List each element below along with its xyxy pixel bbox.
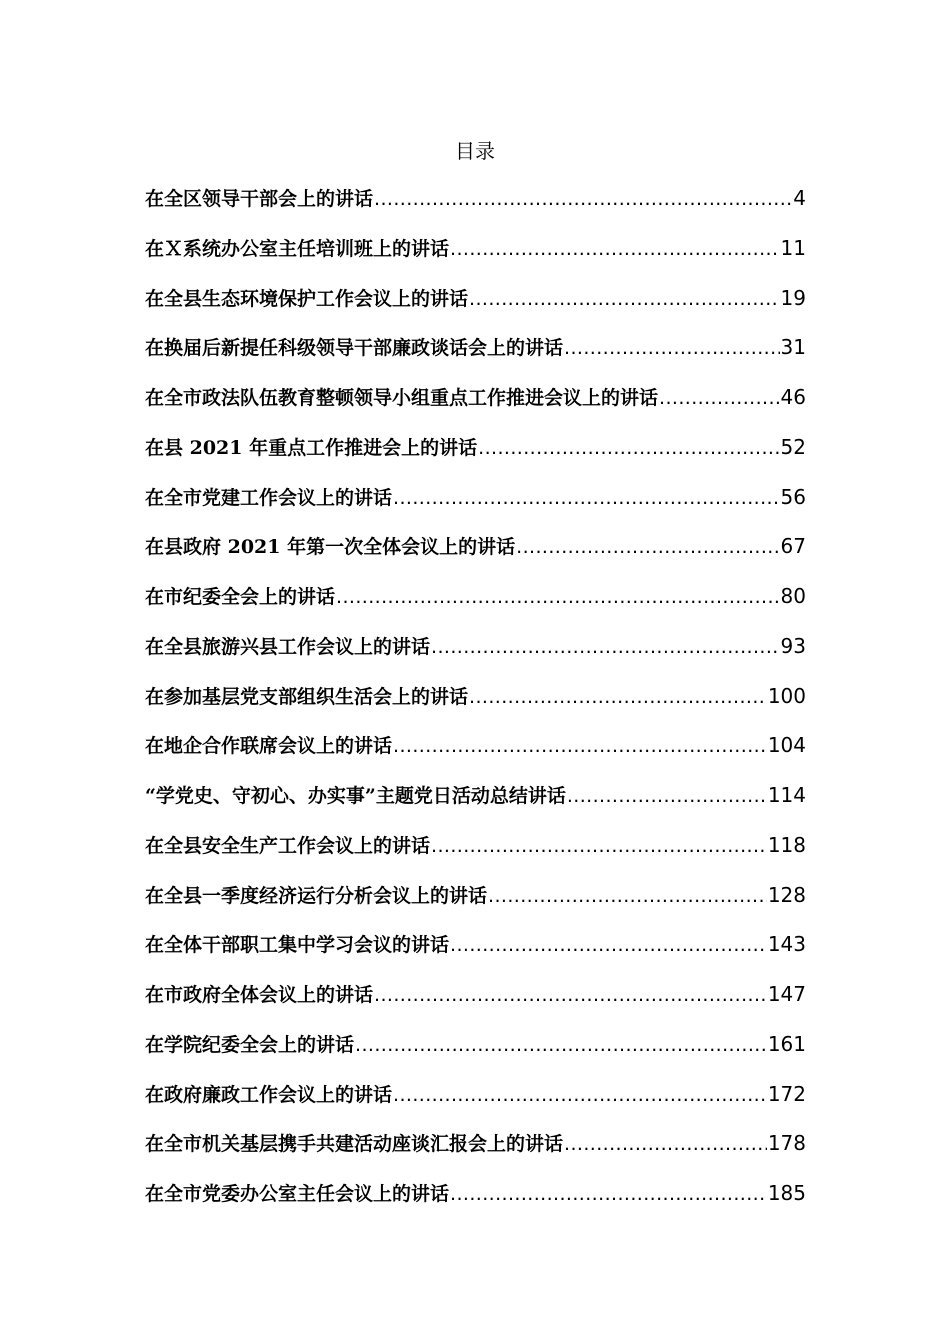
toc-dot-leader <box>567 780 767 812</box>
toc-entry-page: 100 <box>767 683 806 708</box>
toc-entry-page: 52 <box>780 434 806 459</box>
toc-entry-page: 46 <box>780 385 806 409</box>
toc-entry[interactable] <box>145 331 806 381</box>
toc-entry-title: 在地企合作联席会议上的讲话 <box>145 735 393 758</box>
toc-dot-leader <box>478 432 779 464</box>
toc-dot-leader <box>488 880 767 912</box>
toc-dot-leader <box>450 233 780 265</box>
toc-entry-page: 118 <box>767 832 806 857</box>
toc-entry[interactable] <box>145 779 806 829</box>
toc-entry-title: 在市纪委全会上的讲话 <box>145 586 336 608</box>
toc-entry-page: 19 <box>780 285 806 310</box>
toc-entry[interactable] <box>145 182 806 232</box>
toc-dot-leader <box>469 681 767 713</box>
toc-dot-leader <box>355 1029 767 1061</box>
toc-entry-title: 在县政府 2021 年第一次全体会议上的讲话 <box>145 536 516 559</box>
toc-entry-title: 在全县安全生产工作会议上的讲话 <box>145 834 431 857</box>
toc-entry-title: 在全市政法队伍教育整顿领导小组重点工作推进会议上的讲话 <box>145 387 659 409</box>
toc-dot-leader <box>564 332 780 364</box>
toc-entry-page: 178 <box>767 1131 806 1156</box>
toc-dot-leader <box>450 1178 767 1210</box>
toc-dot-leader <box>431 830 767 862</box>
toc-dot-leader <box>393 730 767 762</box>
toc-entry[interactable] <box>145 1028 806 1078</box>
toc-entry[interactable] <box>145 1177 806 1227</box>
toc-dot-leader <box>374 183 792 215</box>
toc-entry-page: 104 <box>767 733 806 758</box>
toc-entry-page: 147 <box>767 982 806 1006</box>
toc-entry-title: “学党史、守初心、办实事”主题党日活动总结讲话 <box>145 785 566 807</box>
toc-dot-leader <box>469 283 780 315</box>
toc-dot-leader <box>374 979 767 1011</box>
toc-entry-title: 在县 2021 年重点工作推进会上的讲话 <box>145 436 478 459</box>
toc-entry[interactable] <box>145 381 806 431</box>
toc-title: 目录 <box>455 139 495 163</box>
toc-entry[interactable] <box>145 282 806 332</box>
toc-entry-title: 在全市机关基层携手共建活动座谈汇报会上的讲话 <box>145 1133 564 1156</box>
toc-entry-title: 在参加基层党支部组织生活会上的讲话 <box>145 685 469 708</box>
toc-entry-page: 161 <box>767 1031 806 1056</box>
toc-dot-leader <box>659 382 780 414</box>
toc-dot-leader <box>393 1079 767 1111</box>
toc-dot-leader <box>516 531 779 563</box>
toc-entry-page: 56 <box>780 484 806 509</box>
toc-entry-page: 4 <box>793 186 806 210</box>
toc-dot-leader <box>450 929 767 961</box>
toc-entry-page: 67 <box>780 534 806 559</box>
toc-entry-title: 在全县一季度经济运行分析会议上的讲话 <box>145 884 488 907</box>
toc-entry[interactable] <box>145 630 806 680</box>
toc-entry-title: 在全县旅游兴县工作会议上的讲话 <box>145 635 431 658</box>
toc-entry[interactable] <box>145 829 806 879</box>
toc-entry[interactable] <box>145 232 806 282</box>
toc-entry-title: 在市政府全体会议上的讲话 <box>145 984 374 1006</box>
toc-entry[interactable] <box>145 481 806 531</box>
toc-entry[interactable] <box>145 1078 806 1128</box>
toc-entry-page: 93 <box>780 633 806 658</box>
toc-entry-title: 在学院纪委全会上的讲话 <box>145 1033 355 1056</box>
toc-entry[interactable] <box>145 978 806 1028</box>
toc-entry-page: 185 <box>767 1181 806 1205</box>
toc-entry[interactable] <box>145 680 806 730</box>
toc-entry-page: 31 <box>780 335 806 360</box>
toc-dot-leader <box>336 581 780 613</box>
toc-entry-page: 80 <box>780 584 806 608</box>
toc-entry[interactable] <box>145 879 806 929</box>
toc-entry-title: 在全县生态环境保护工作会议上的讲话 <box>145 287 469 310</box>
toc-list <box>145 182 806 1227</box>
toc-entry-page: 114 <box>767 783 806 807</box>
toc-entry-page: 11 <box>780 235 806 260</box>
toc-entry-title: 在全市党委办公室主任会议上的讲话 <box>145 1183 450 1205</box>
toc-entry[interactable] <box>145 729 806 779</box>
toc-entry[interactable] <box>145 530 806 580</box>
toc-entry[interactable] <box>145 431 806 481</box>
toc-entry[interactable] <box>145 928 806 978</box>
toc-entry-page: 143 <box>767 932 806 957</box>
toc-dot-leader <box>564 1128 767 1160</box>
toc-entry-title: 在换届后新提任科级领导干部廉政谈话会上的讲话 <box>145 337 564 360</box>
toc-dot-leader <box>431 631 780 663</box>
toc-entry-title: 在Ｘ系统办公室主任培训班上的讲话 <box>145 237 450 260</box>
toc-entry-page: 172 <box>767 1081 806 1106</box>
toc-entry[interactable] <box>145 1127 806 1177</box>
toc-entry[interactable] <box>145 580 806 630</box>
toc-entry-page: 128 <box>767 882 806 907</box>
toc-entry-title: 在全体干部职工集中学习会议的讲话 <box>145 934 450 957</box>
toc-dot-leader <box>393 482 780 514</box>
toc-entry-title: 在全市党建工作会议上的讲话 <box>145 486 393 509</box>
toc-entry-title: 在全区领导干部会上的讲话 <box>145 188 374 210</box>
toc-entry-title: 在政府廉政工作会议上的讲话 <box>145 1083 393 1106</box>
